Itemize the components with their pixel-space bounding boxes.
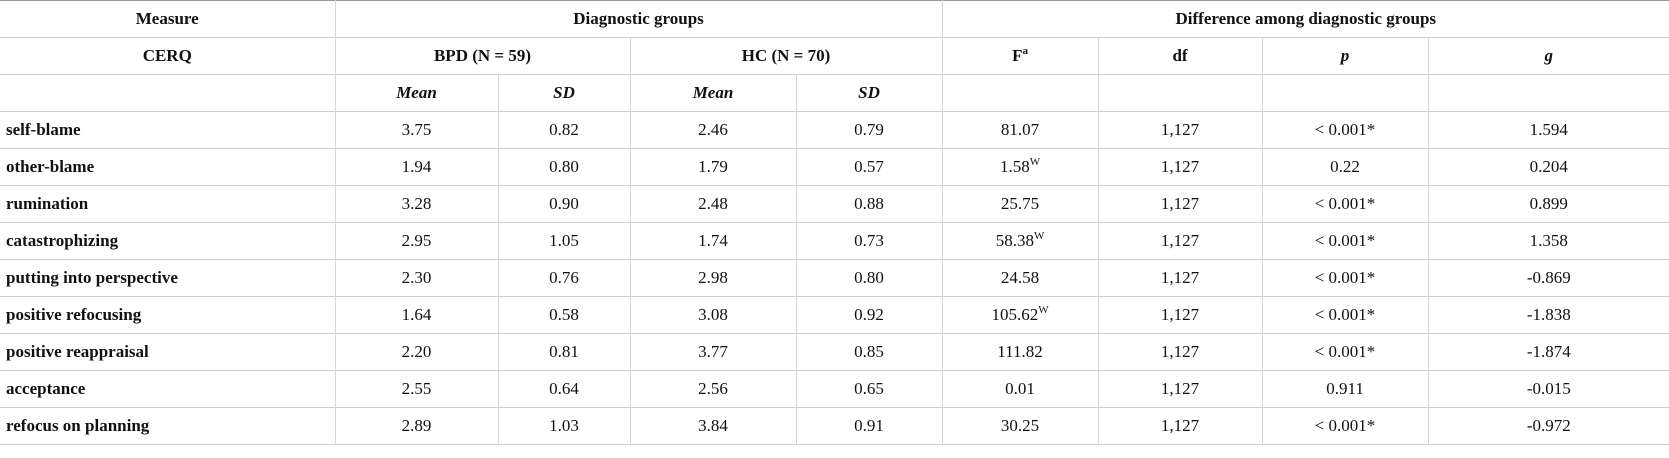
cell-bpd-mean: 3.75 <box>335 112 498 149</box>
row-measure: self-blame <box>0 112 335 149</box>
cell-hc-mean: 2.98 <box>630 260 796 297</box>
table-row <box>0 334 1669 371</box>
cell-hc-mean: 1.79 <box>630 149 796 186</box>
header-diagnostic-groups: Diagnostic groups <box>335 1 942 38</box>
table-row <box>0 223 1669 260</box>
cell-g: 0.899 <box>1529 194 1568 213</box>
cell-bpd-mean: 2.20 <box>335 334 498 371</box>
cell-p: < 0.001* <box>1262 260 1428 297</box>
cell-f <box>942 408 1098 445</box>
cell-f <box>942 371 1098 408</box>
cell-p: < 0.001* <box>1262 223 1428 260</box>
header-hc-sd: SD <box>796 75 942 112</box>
cell-df: 1,127 <box>1098 112 1262 149</box>
cell-p: < 0.001* <box>1262 297 1428 334</box>
cell-hc-sd: 0.57 <box>796 149 942 186</box>
cell-bpd-sd: 0.64 <box>498 371 630 408</box>
cell-f-value: 81.07 <box>1000 120 1040 139</box>
table-row <box>0 186 1669 223</box>
cell-bpd-sd: 0.80 <box>498 149 630 186</box>
cell-bpd-mean: 3.28 <box>335 186 498 223</box>
header-row-1 <box>0 1 1669 38</box>
cell-p: 0.911 <box>1262 371 1428 408</box>
header-row-3 <box>0 75 1669 112</box>
header-empty <box>1098 75 1262 112</box>
cell-hc-mean: 3.84 <box>630 408 796 445</box>
header-g: g <box>1544 46 1554 65</box>
cell-p: 0.22 <box>1262 149 1428 186</box>
cell-hc-sd: 0.73 <box>796 223 942 260</box>
cell-hc-mean: 2.48 <box>630 186 796 223</box>
cell-df: 1,127 <box>1098 186 1262 223</box>
cell-bpd-sd: 1.05 <box>498 223 630 260</box>
cell-hc-mean: 3.08 <box>630 297 796 334</box>
cell-g: -0.972 <box>1526 416 1571 435</box>
cell-f <box>942 334 1098 371</box>
cell-f-sup: W <box>1029 156 1041 168</box>
header-f <box>942 38 1098 75</box>
header-df: df <box>1098 38 1262 75</box>
cell-p: < 0.001* <box>1262 334 1428 371</box>
cell-df: 1,127 <box>1098 334 1262 371</box>
cell-bpd-sd: 0.90 <box>498 186 630 223</box>
cell-f-sup: W <box>1038 304 1049 316</box>
cell-g: -0.869 <box>1526 268 1571 287</box>
cell-bpd-mean: 1.94 <box>335 149 498 186</box>
cell-g: 1.358 <box>1529 231 1568 250</box>
header-cerq: CERQ <box>0 38 335 75</box>
cell-hc-mean: 1.74 <box>630 223 796 260</box>
cell-f <box>942 149 1098 186</box>
row-measure: positive refocusing <box>0 297 335 334</box>
cell-g: 0.204 <box>1529 157 1568 176</box>
cell-bpd-mean: 2.89 <box>335 408 498 445</box>
cell-hc-mean: 2.46 <box>630 112 796 149</box>
table-row <box>0 149 1669 186</box>
cell-g: -1.838 <box>1526 305 1571 324</box>
cell-p: < 0.001* <box>1262 186 1428 223</box>
cell-bpd-mean: 2.95 <box>335 223 498 260</box>
table-row <box>0 260 1669 297</box>
table-row <box>0 112 1669 149</box>
cell-df: 1,127 <box>1098 260 1262 297</box>
cell-hc-sd: 0.92 <box>796 297 942 334</box>
header-hc: HC (N = 70) <box>630 38 942 75</box>
cell-f-value: 0.01 <box>1005 379 1035 398</box>
header-hc-mean: Mean <box>630 75 796 112</box>
row-measure: acceptance <box>0 371 335 408</box>
cell-hc-sd: 0.91 <box>796 408 942 445</box>
cell-df: 1,127 <box>1098 371 1262 408</box>
header-bpd-sd: SD <box>498 75 630 112</box>
header-empty <box>1428 75 1669 112</box>
row-measure: catastrophizing <box>0 223 335 260</box>
table-row <box>0 371 1669 408</box>
cell-hc-mean: 3.77 <box>630 334 796 371</box>
cell-bpd-sd: 0.76 <box>498 260 630 297</box>
cell-df: 1,127 <box>1098 149 1262 186</box>
cell-p: < 0.001* <box>1262 408 1428 445</box>
cell-g: -1.874 <box>1526 342 1571 361</box>
header-f-sup: a <box>1022 45 1028 57</box>
cell-p: < 0.001* <box>1262 112 1428 149</box>
cell-bpd-sd: 0.82 <box>498 112 630 149</box>
table-row <box>0 408 1669 445</box>
header-bpd: BPD (N = 59) <box>335 38 630 75</box>
row-measure: putting into perspective <box>0 260 335 297</box>
row-measure: rumination <box>0 186 335 223</box>
cell-f-value: 30.25 <box>1000 416 1040 435</box>
cell-bpd-mean: 2.55 <box>335 371 498 408</box>
table-row <box>0 297 1669 334</box>
cell-f <box>942 186 1098 223</box>
header-measure: Measure <box>0 1 335 38</box>
cell-bpd-mean: 2.30 <box>335 260 498 297</box>
cell-f-value: 58.38 <box>995 231 1034 250</box>
cell-f <box>942 260 1098 297</box>
row-measure: refocus on planning <box>0 408 335 445</box>
row-measure: positive reappraisal <box>0 334 335 371</box>
cell-f-value: 1.58 <box>999 157 1030 176</box>
cell-f <box>942 223 1098 260</box>
cell-df: 1,127 <box>1098 297 1262 334</box>
header-bpd-mean: Mean <box>335 75 498 112</box>
header-empty <box>1262 75 1428 112</box>
cell-f-value: 105.62 <box>991 305 1039 324</box>
cell-bpd-mean: 1.64 <box>335 297 498 334</box>
cell-g: -0.015 <box>1526 379 1571 398</box>
header-difference: Difference among diagnostic groups <box>1175 9 1437 28</box>
cell-g: 1.594 <box>1529 120 1568 139</box>
cell-f-value: 24.58 <box>1000 268 1040 287</box>
cell-hc-sd: 0.80 <box>796 260 942 297</box>
cell-hc-sd: 0.79 <box>796 112 942 149</box>
cell-hc-sd: 0.88 <box>796 186 942 223</box>
cell-bpd-sd: 0.58 <box>498 297 630 334</box>
header-p: p <box>1262 38 1428 75</box>
cell-hc-sd: 0.65 <box>796 371 942 408</box>
cell-df: 1,127 <box>1098 408 1262 445</box>
cell-f <box>942 112 1098 149</box>
cell-f <box>942 297 1098 334</box>
cell-hc-sd: 0.85 <box>796 334 942 371</box>
cell-hc-mean: 2.56 <box>630 371 796 408</box>
cell-f-sup: W <box>1033 230 1045 242</box>
cell-bpd-sd: 0.81 <box>498 334 630 371</box>
cell-bpd-sd: 1.03 <box>498 408 630 445</box>
cell-df: 1,127 <box>1098 223 1262 260</box>
header-row-2 <box>0 38 1669 75</box>
cell-f-value: 111.82 <box>997 342 1043 361</box>
header-empty <box>0 75 335 112</box>
header-empty <box>942 75 1098 112</box>
cell-f-value: 25.75 <box>1000 194 1040 213</box>
row-measure: other-blame <box>0 149 335 186</box>
header-f-label: F <box>1012 46 1023 65</box>
